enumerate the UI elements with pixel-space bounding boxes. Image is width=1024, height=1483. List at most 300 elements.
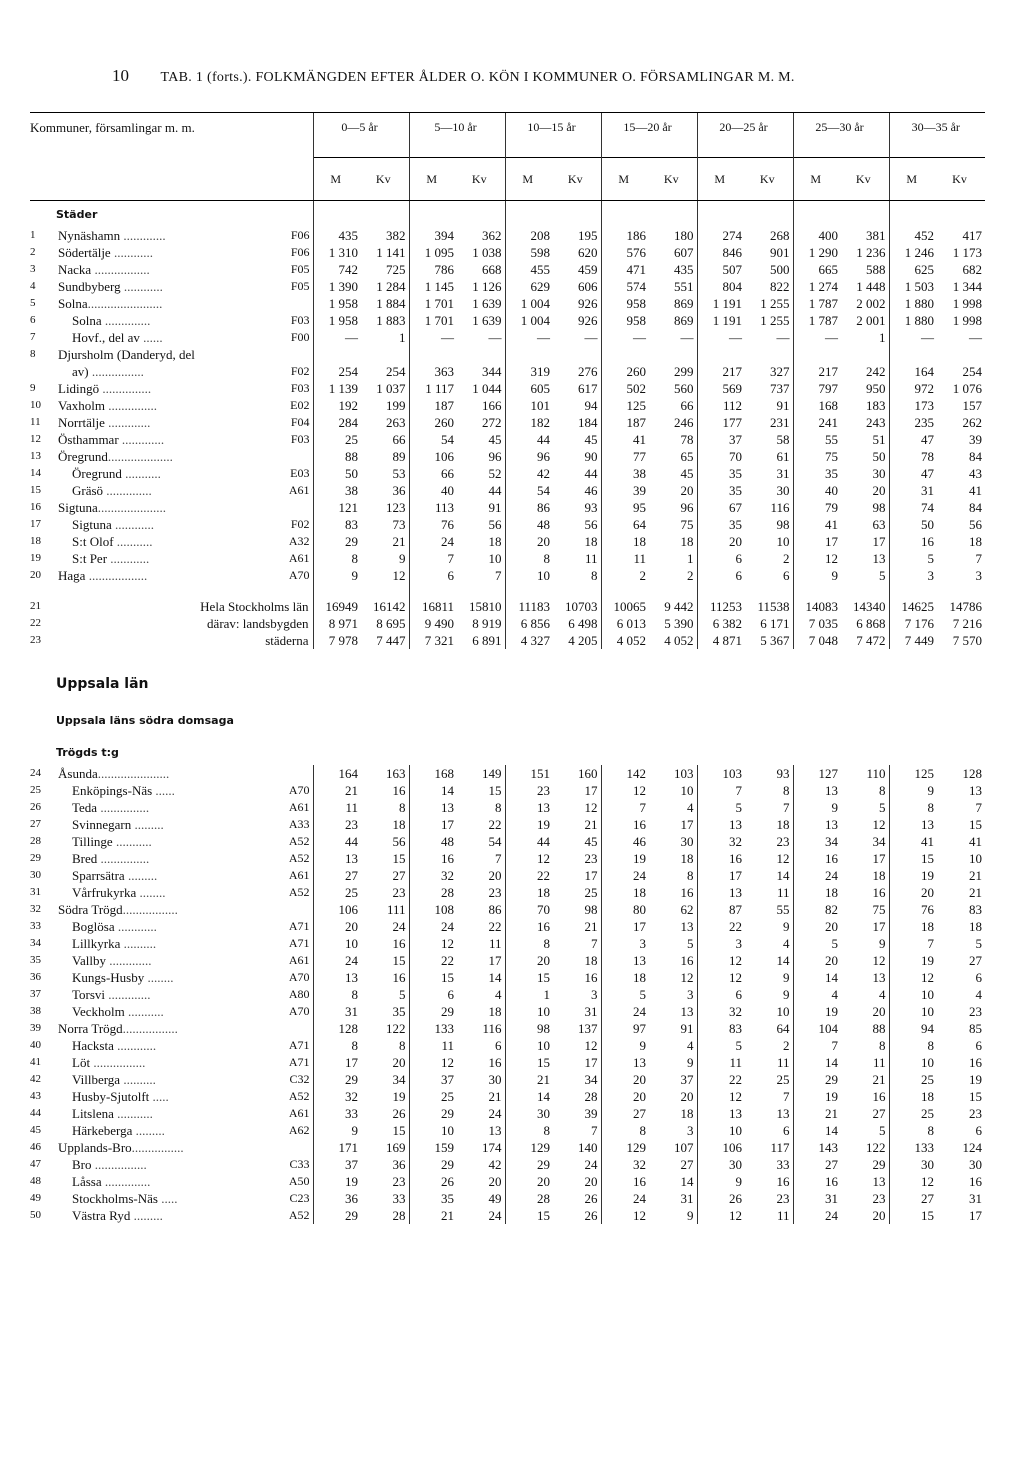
value-cell: 116 <box>482 1021 502 1036</box>
row-name: Husby-Sjutolft <box>72 1089 150 1104</box>
value-cell: 1 037 <box>376 381 406 396</box>
value-cell: 62 <box>680 902 694 917</box>
value-cell: 1 <box>505 986 553 1003</box>
value-cell: 75 <box>872 902 886 917</box>
sex-header: M <box>313 158 361 201</box>
value-cell: 14 <box>776 953 790 968</box>
leader-dots: ............ <box>113 1038 157 1053</box>
value-cell: — <box>488 330 502 345</box>
row-name: Lidingö <box>58 381 100 396</box>
row-name: Nynäshamn <box>58 228 121 243</box>
value-cell: 25 <box>313 431 361 448</box>
parish-code: A52 <box>288 1208 310 1222</box>
value-cell: 1 <box>687 551 694 566</box>
value-cell: 44 <box>313 833 361 850</box>
value-cell: 394 <box>409 227 457 244</box>
parish-code: F06 <box>290 245 310 259</box>
parish-code: A62 <box>288 1123 310 1137</box>
row-number: 46 <box>30 1141 41 1153</box>
table-row <box>30 884 985 901</box>
value-cell: 46 <box>584 483 598 498</box>
section-heading-staeder: Städer <box>56 208 98 221</box>
value-cell: 926 <box>578 313 598 328</box>
value-cell: — <box>313 329 361 346</box>
value-cell: — <box>505 329 553 346</box>
leader-dots: ............ <box>110 245 153 260</box>
value-cell: 160 <box>578 766 598 781</box>
value-cell: 5 <box>879 568 886 583</box>
value-cell: 17 <box>488 953 502 968</box>
value-cell: 183 <box>866 398 886 413</box>
value-cell <box>937 346 985 363</box>
value-cell: 1 884 <box>376 296 406 311</box>
parish-code: A32 <box>288 534 310 548</box>
table-row <box>30 397 985 414</box>
value-cell: 47 <box>889 431 937 448</box>
value-cell: 276 <box>578 364 598 379</box>
value-cell: 10 <box>889 1054 937 1071</box>
parish-code: A61 <box>288 953 310 967</box>
value-cell: 28 <box>505 1190 553 1207</box>
value-cell: 20 <box>872 1004 886 1019</box>
value-cell: 24 <box>409 918 457 935</box>
value-cell: 10 <box>889 1003 937 1020</box>
table-row <box>30 1156 985 1173</box>
value-cell: 4 <box>975 987 982 1002</box>
value-cell: 16 <box>793 850 841 867</box>
value-cell: 6 856 <box>505 615 553 632</box>
value-cell: 19 <box>505 816 553 833</box>
value-cell: 25 <box>584 885 598 900</box>
table-row <box>30 431 985 448</box>
value-cell: 20 <box>697 533 745 550</box>
row-name: Löt <box>72 1055 91 1070</box>
value-cell: 25 <box>889 1071 937 1088</box>
value-cell: 16 <box>392 783 406 798</box>
value-cell: 11183 <box>505 598 553 615</box>
value-cell: 34 <box>392 1072 406 1087</box>
value-cell: 246 <box>674 415 694 430</box>
value-cell: 16 <box>488 1055 502 1070</box>
row-name: Hela Stockholms län <box>200 599 309 614</box>
value-cell: 36 <box>313 1190 361 1207</box>
parish-code: E03 <box>290 466 310 480</box>
value-cell: 9 <box>783 919 790 934</box>
row-name: Villberga <box>72 1072 121 1087</box>
value-cell: 5 <box>687 936 694 951</box>
table-row <box>30 615 985 632</box>
row-name: Tillinge <box>72 834 113 849</box>
value-cell: 15 <box>969 817 982 832</box>
sex-header: M <box>409 158 457 201</box>
value-cell <box>889 346 937 363</box>
value-cell: 15 <box>392 851 406 866</box>
row-number: 4 <box>30 280 36 292</box>
value-cell: 30 <box>969 1157 982 1172</box>
value-cell: 24 <box>601 1003 649 1020</box>
value-cell: 35 <box>697 465 745 482</box>
value-cell: 86 <box>488 902 502 917</box>
value-cell: 98 <box>505 1020 553 1037</box>
value-cell: 14 <box>793 1054 841 1071</box>
parish-code: F05 <box>290 279 310 293</box>
value-cell: 21 <box>313 782 361 799</box>
value-cell: 127 <box>793 765 841 782</box>
value-cell: 13 <box>889 816 937 833</box>
value-cell: 7 447 <box>376 633 406 648</box>
leader-dots: ............. <box>120 228 166 243</box>
row-number: 44 <box>30 1107 41 1119</box>
value-cell: 18 <box>601 884 649 901</box>
value-cell: 2 <box>601 567 649 584</box>
value-cell: 576 <box>601 244 649 261</box>
sex-header: Kv <box>745 158 793 201</box>
table-row <box>30 1020 985 1037</box>
value-cell: 26 <box>584 1191 598 1206</box>
row-number <box>30 363 56 380</box>
value-cell: 8 <box>879 783 886 798</box>
row-number: 15 <box>30 484 41 496</box>
value-cell: 91 <box>488 500 502 515</box>
value-cell: 574 <box>601 278 649 295</box>
table-row <box>30 363 985 380</box>
value-cell: 4 052 <box>664 633 694 648</box>
row-name: Vaxholm <box>58 398 105 413</box>
value-cell: 6 <box>975 1123 982 1138</box>
value-cell: 1 246 <box>889 244 937 261</box>
value-cell: 106 <box>313 901 361 918</box>
value-cell: 15 <box>392 953 406 968</box>
value-cell: 381 <box>866 228 886 243</box>
value-cell: 22 <box>697 918 745 935</box>
row-number: 43 <box>30 1090 41 1102</box>
value-cell: — <box>680 330 694 345</box>
value-cell: 1 145 <box>409 278 457 295</box>
value-cell: 6 <box>975 1038 982 1053</box>
value-cell: 9 <box>783 987 790 1002</box>
value-cell: 1 141 <box>376 245 406 260</box>
value-cell: 11 <box>488 936 502 951</box>
value-cell: 846 <box>697 244 745 261</box>
value-cell: 6 013 <box>601 615 649 632</box>
table-row <box>30 329 985 346</box>
value-cell: 18 <box>392 817 406 832</box>
leader-dots: ........... <box>121 466 161 481</box>
value-cell: 9 <box>601 1037 649 1054</box>
value-cell: 50 <box>872 449 886 464</box>
value-cell: 34 <box>584 1072 598 1087</box>
value-cell: 2 002 <box>856 296 886 311</box>
row-number: 12 <box>30 433 41 445</box>
parish-code: A61 <box>288 483 310 497</box>
value-cell: 17 <box>584 783 598 798</box>
value-cell: 18 <box>488 1004 502 1019</box>
value-cell: 20 <box>488 868 502 883</box>
value-cell: 16 <box>601 816 649 833</box>
row-name: Hovf., del av <box>72 330 140 345</box>
age-group-header: 10—15 år <box>505 113 601 158</box>
value-cell: 88 <box>872 1021 886 1036</box>
row-number: 13 <box>30 450 41 462</box>
table-row <box>30 482 985 499</box>
value-cell: 8 <box>399 1038 406 1053</box>
parish-code: A52 <box>288 851 310 865</box>
sex-header: M <box>889 158 937 201</box>
value-cell: 174 <box>482 1140 502 1155</box>
value-cell: 3 <box>889 567 937 584</box>
value-cell: 8 <box>313 550 361 567</box>
value-cell: 30 <box>505 1105 553 1122</box>
parish-code: F03 <box>290 432 310 446</box>
sex-header: Kv <box>553 158 601 201</box>
value-cell: 11 <box>409 1037 457 1054</box>
leader-dots: ................. <box>91 262 150 277</box>
row-name: Upplands-Bro <box>58 1140 132 1155</box>
value-cell: 31 <box>776 466 790 481</box>
value-cell: 7 035 <box>793 615 841 632</box>
value-cell: 435 <box>674 262 694 277</box>
value-cell: 4 205 <box>568 633 598 648</box>
value-cell: 6 382 <box>697 615 745 632</box>
value-cell: 20 <box>505 1173 553 1190</box>
value-cell: 901 <box>770 245 790 260</box>
value-cell: 10065 <box>601 598 649 615</box>
value-cell: 1 191 <box>697 295 745 312</box>
value-cell: 9 <box>697 1173 745 1190</box>
row-number: 5 <box>30 297 36 309</box>
row-name: Öregrund <box>72 466 122 481</box>
value-cell: 182 <box>505 414 553 431</box>
table-row <box>30 935 985 952</box>
value-cell: 42 <box>505 465 553 482</box>
value-cell: 1 290 <box>793 244 841 261</box>
parish-code: F00 <box>290 330 310 344</box>
value-cell: 16 <box>969 1174 982 1189</box>
value-cell: 260 <box>409 414 457 431</box>
value-cell: 30 <box>776 483 790 498</box>
table-row <box>30 1207 985 1224</box>
row-number: 30 <box>30 869 41 881</box>
value-cell: 13 <box>409 799 457 816</box>
value-cell: 168 <box>409 765 457 782</box>
value-cell: 199 <box>386 398 406 413</box>
value-cell: 45 <box>680 466 694 481</box>
row-name: Södra Trögd <box>58 902 123 917</box>
table-row <box>30 1088 985 1105</box>
value-cell: 95 <box>601 499 649 516</box>
row-name: Solna <box>58 296 88 311</box>
value-cell: 13 <box>793 782 841 799</box>
value-cell: 14 <box>793 1122 841 1139</box>
value-cell: 12 <box>697 952 745 969</box>
value-cell: 29 <box>872 1157 886 1172</box>
value-cell: 6 498 <box>568 616 598 631</box>
value-cell: 958 <box>601 295 649 312</box>
value-cell: 22 <box>505 867 553 884</box>
value-cell: 32 <box>409 867 457 884</box>
value-cell: 8 <box>687 868 694 883</box>
value-cell: 1 004 <box>505 312 553 329</box>
row-name: Sundbyberg <box>58 279 121 294</box>
value-cell: 28 <box>392 1208 406 1223</box>
value-cell: 1 274 <box>793 278 841 295</box>
parish-code: A52 <box>288 834 310 848</box>
value-cell <box>745 346 793 363</box>
row-name: Djursholm (Danderyd, del <box>58 347 195 362</box>
row-name: Södertälje <box>58 245 111 260</box>
value-cell: 10 <box>488 551 502 566</box>
value-cell: 16 <box>601 1173 649 1190</box>
sex-header: M <box>793 158 841 201</box>
age-group-header: 30—35 år <box>889 113 985 158</box>
value-cell: 21 <box>488 1089 502 1104</box>
value-cell: 11 <box>584 551 598 566</box>
value-cell: 10 <box>889 986 937 1003</box>
value-cell: 551 <box>674 279 694 294</box>
value-cell: 50 <box>313 465 361 482</box>
row-number: 49 <box>30 1192 41 1204</box>
row-number: 40 <box>30 1039 41 1051</box>
value-cell: 8 695 <box>376 616 406 631</box>
value-cell: 4 <box>495 987 502 1002</box>
value-cell: 16 <box>584 970 598 985</box>
value-cell: 6 891 <box>472 633 502 648</box>
row-name: av) <box>72 364 89 379</box>
value-cell: 56 <box>392 834 406 849</box>
value-cell: 242 <box>866 364 886 379</box>
value-cell: 15 <box>505 969 553 986</box>
value-cell: 103 <box>674 766 694 781</box>
value-cell: 96 <box>488 449 502 464</box>
value-cell: 20 <box>505 952 553 969</box>
sex-header: M <box>601 158 649 201</box>
value-cell: 208 <box>505 227 553 244</box>
value-cell: 15 <box>889 850 937 867</box>
value-cell: 122 <box>386 1021 406 1036</box>
age-group-header: 15—20 år <box>601 113 697 158</box>
value-cell: 569 <box>697 380 745 397</box>
value-cell: 5 <box>889 550 937 567</box>
leader-dots: ........... <box>112 834 152 849</box>
value-cell: 3 <box>975 568 982 583</box>
row-number: 39 <box>30 1022 41 1034</box>
value-cell: 1 639 <box>472 296 502 311</box>
value-cell: 37 <box>680 1072 694 1087</box>
value-cell: 12 <box>793 550 841 567</box>
parish-code: A70 <box>288 970 310 984</box>
value-cell: 129 <box>505 1139 553 1156</box>
value-cell: 87 <box>697 901 745 918</box>
value-cell: 452 <box>889 227 937 244</box>
value-cell: 14083 <box>793 598 841 615</box>
value-cell: 43 <box>969 466 982 481</box>
parish-code: A80 <box>288 987 310 1001</box>
value-cell: 78 <box>680 432 694 447</box>
value-cell: 19 <box>601 850 649 867</box>
value-cell: 16142 <box>373 599 406 614</box>
value-cell: 7 472 <box>856 633 886 648</box>
value-cell: 620 <box>578 245 598 260</box>
row-name: Lillkyrka <box>72 936 121 951</box>
leader-dots: ..... <box>157 1191 178 1206</box>
value-cell: 16 <box>409 850 457 867</box>
parish-code: A61 <box>288 800 310 814</box>
value-cell: 6 <box>697 550 745 567</box>
value-cell: 7 <box>697 782 745 799</box>
value-cell: 16 <box>793 1173 841 1190</box>
value-cell: 23 <box>313 816 361 833</box>
value-cell: 20 <box>392 1055 406 1070</box>
value-cell: 15 <box>505 1054 553 1071</box>
row-name: Norrtälje <box>58 415 105 430</box>
leader-dots: ................ <box>90 1055 146 1070</box>
value-cell: 14625 <box>889 598 937 615</box>
value-cell: 34 <box>793 833 841 850</box>
value-cell: 8 <box>601 1122 649 1139</box>
value-cell: 7 978 <box>313 632 361 649</box>
value-cell: 15 <box>969 1089 982 1104</box>
parish-code: F04 <box>290 415 310 429</box>
table-row <box>30 598 985 615</box>
row-name: Hacksta <box>72 1038 114 1053</box>
sex-header: Kv <box>457 158 505 201</box>
value-cell: 6 868 <box>856 616 886 631</box>
value-cell: 18 <box>505 884 553 901</box>
value-cell: 4 <box>687 1038 694 1053</box>
value-cell: 1 095 <box>409 244 457 261</box>
value-cell: 10 <box>969 851 982 866</box>
value-cell: 13 <box>680 919 694 934</box>
row-number: 47 <box>30 1158 41 1170</box>
leader-dots: ............... <box>99 381 152 396</box>
page-header <box>112 66 795 86</box>
value-cell: 6 <box>495 1038 502 1053</box>
value-cell: 18 <box>969 534 982 549</box>
value-cell: 319 <box>505 363 553 380</box>
value-cell: 7 <box>793 1037 841 1054</box>
value-cell: 4 871 <box>697 632 745 649</box>
value-cell: 21 <box>392 534 406 549</box>
value-cell: 187 <box>601 414 649 431</box>
value-cell: 217 <box>697 363 745 380</box>
value-cell: 66 <box>409 465 457 482</box>
value-cell: 36 <box>392 1157 406 1172</box>
value-cell: 195 <box>578 228 598 243</box>
value-cell: 54 <box>409 431 457 448</box>
parish-code: A52 <box>288 885 310 899</box>
value-cell: — <box>776 330 790 345</box>
page-title: TAB. 1 (forts.). FOLKMÄNGDEN EFTER ÅLDER O. KÖN I KOMMUNER O. FÖRSAMLINGAR M. M. <box>160 70 795 85</box>
value-cell: 7 <box>591 936 598 951</box>
table-body-uppsala <box>30 649 985 1224</box>
value-cell: 19 <box>793 1088 841 1105</box>
value-cell: 77 <box>601 448 649 465</box>
value-cell <box>601 346 649 363</box>
value-cell: 122 <box>866 1140 886 1155</box>
table-row <box>30 312 985 329</box>
value-cell: 12 <box>680 970 694 985</box>
value-cell: 1 038 <box>472 245 502 260</box>
value-cell: 159 <box>409 1139 457 1156</box>
value-cell: 29 <box>505 1156 553 1173</box>
value-cell: 260 <box>601 363 649 380</box>
value-cell: 13 <box>969 783 982 798</box>
value-cell: 113 <box>409 499 457 516</box>
row-name: Västra Ryd <box>72 1208 131 1223</box>
value-cell: 471 <box>601 261 649 278</box>
value-cell: 12 <box>776 851 790 866</box>
value-cell: 20 <box>793 918 841 935</box>
